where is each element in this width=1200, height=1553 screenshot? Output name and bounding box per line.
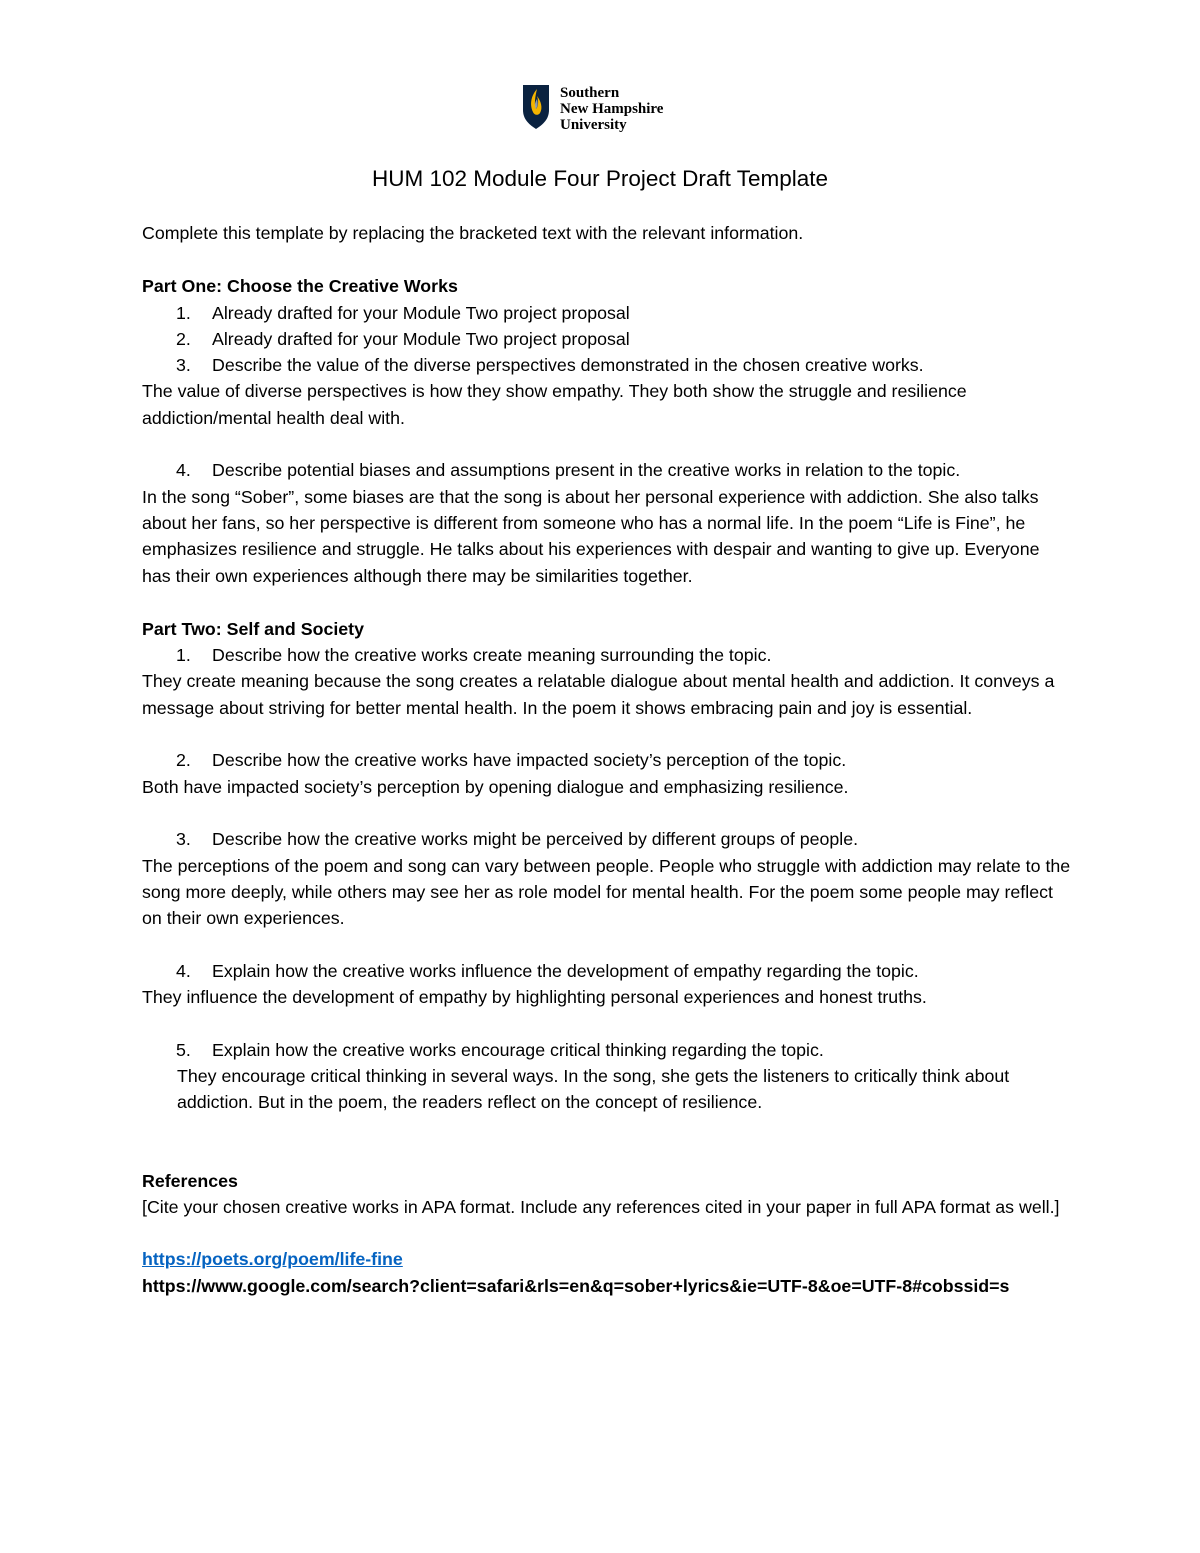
logo-line-2: New Hampshire (560, 101, 664, 117)
part-one-heading: Part One: Choose the Creative Works (142, 276, 458, 297)
item-text: Explain how the creative works encourage critical thinking regarding the topic. (212, 1039, 824, 1060)
references-heading: References (142, 1170, 238, 1191)
item-number: 4. (176, 460, 191, 481)
item-text: Already drafted for your Module Two project proposal (212, 302, 630, 323)
reference-link-lyrics: https://www.google.com/search?client=safari&rls=en&q=sober+lyrics&ie=UTF-8&oe=UTF-8#cobssid=s (142, 1275, 1010, 1296)
document-body (142, 220, 1072, 1299)
part-two-answer-1: They create meaning because the song creates a relatable dialogue about mental health and addiction. It conveys a message about striving for better mental health. In the poem it shows embracing pain and joy is essential. (142, 671, 1055, 718)
part-one-answer-4: In the song “Sober”, some biases are that the song is about her personal experience with addiction. She also talks about her fans, so her perspective is different from someone who has a normal life. In the poem “Life is Fine”, he emphasizes resilience and struggle. He talks about his experiences with despair and wanting to give up. Everyone has their own experiences although there may be similarities together. (142, 486, 1040, 586)
part-one-item-4 (142, 457, 1072, 483)
shield-flame-icon (522, 84, 550, 130)
item-number: 1. (176, 302, 191, 323)
item-text: Describe the value of the diverse perspectives demonstrated in the chosen creative works. (212, 355, 924, 376)
part-two-answer-3: The perceptions of the poem and song can vary between people. People who struggle with addiction may relate to the song more deeply, while others may see her as role model for mental health. For the poem some people may reflect on their own experiences. (142, 855, 1071, 929)
item-text: Already drafted for your Module Two project proposal (212, 328, 630, 349)
university-name (560, 85, 663, 133)
reference-link-1-row (142, 1246, 1072, 1272)
item-text: Describe potential biases and assumptions present in the creative works in relation to the topic. (212, 460, 961, 481)
part-one-item-1 (142, 300, 1072, 326)
item-text: Describe how the creative works create meaning surrounding the topic. (212, 645, 772, 666)
part-two-answer-5: They encourage critical thinking in several ways. In the song, she gets the listeners to critically think about addiction. But in the poem, the readers reflect on the concept of resilience. (177, 1065, 1010, 1113)
item-number: 3. (176, 355, 191, 376)
part-one-answer-3: The value of diverse perspectives is how they show empathy. They both show the struggle and resilience addiction/mental health deal with. (142, 381, 967, 428)
part-two-item-2 (142, 747, 1072, 773)
item-number: 3. (176, 829, 191, 850)
intro-text: Complete this template by replacing the bracketed text with the relevant information. (142, 223, 804, 243)
part-two-heading: Part Two: Self and Society (142, 618, 364, 639)
item-text: Explain how the creative works influence the development of empathy regarding the topic. (212, 960, 919, 981)
university-logo (522, 84, 692, 132)
item-text: Describe how the creative works might be perceived by different groups of people. (212, 829, 859, 850)
document-title: HUM 102 Module Four Project Draft Template (371, 166, 829, 191)
item-number: 4. (176, 960, 191, 981)
item-number: 2. (176, 328, 191, 349)
reference-link-poem[interactable]: https://poets.org/poem/life-fine (142, 1249, 403, 1270)
item-number: 2. (176, 750, 191, 771)
item-number: 1. (176, 645, 191, 666)
part-two-item-1 (142, 642, 1072, 668)
part-two-item-5 (142, 1037, 1072, 1063)
part-one-item-2 (142, 326, 1072, 352)
part-one-item-3 (142, 352, 1072, 378)
references-instructions: [Cite your chosen creative works in APA format. Include any references cited in your paper in full APA format as well.] (142, 1196, 1060, 1217)
part-two-item-3 (142, 826, 1072, 852)
item-number: 5. (176, 1039, 191, 1060)
logo-line-3: University (560, 117, 627, 133)
part-two-item-4 (142, 958, 1072, 984)
item-text: Describe how the creative works have impacted society’s perception of the topic. (212, 750, 847, 771)
logo-line-1: Southern (560, 85, 620, 101)
part-two-answer-4: They influence the development of empathy by highlighting personal experiences and honest truths. (142, 987, 927, 1008)
part-two-answer-2: Both have impacted society’s perception by opening dialogue and emphasizing resilience. (142, 776, 849, 797)
